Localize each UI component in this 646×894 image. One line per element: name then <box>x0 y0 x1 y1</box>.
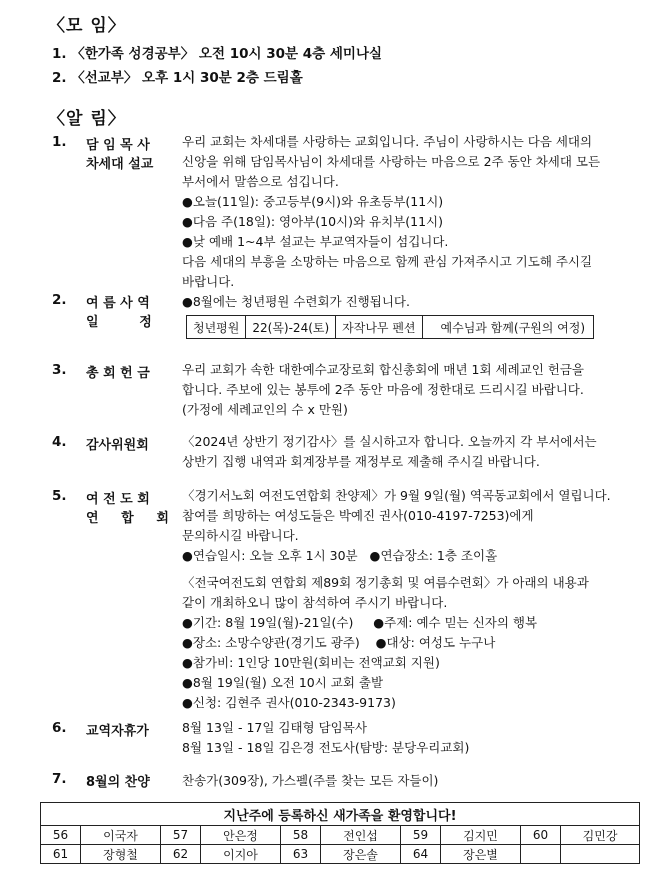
notice-line: ●다음 주(18일): 영아부(10시)와 유치부(11시) <box>182 214 443 229</box>
notice-line: 신앙을 위해 담임목사님이 차세대를 사랑하는 마음으로 2주 동안 차세대 모든 <box>182 154 601 169</box>
member-name: 이국자 <box>81 826 161 845</box>
notice-5-label: 연 합 회 <box>86 511 169 526</box>
schedule-theme: 예수님과 함께(구원의 여정) <box>422 316 594 339</box>
schedule-place: 자작나무 펜션 <box>336 316 422 339</box>
member-number: 61 <box>41 845 81 864</box>
notice-4-label: 감사위원회 <box>86 438 149 453</box>
table-row <box>41 845 640 864</box>
notice-1-number: 1. <box>52 134 67 150</box>
notice-1-label: 차세대 설교 <box>86 157 154 172</box>
notice-7-number: 7. <box>52 771 67 787</box>
notice-line: ●낮 예배 1~4부 설교는 부교역자들이 섬깁니다. <box>182 234 449 249</box>
member-name: 안은정 <box>201 826 281 845</box>
member-name: 김지민 <box>441 826 521 845</box>
member-name <box>561 845 640 864</box>
notice-5-label: 여 전 도 회 <box>86 492 150 507</box>
notice-5-body-a <box>182 486 611 566</box>
table-row <box>41 803 640 826</box>
notice-5-body-b <box>182 573 589 713</box>
notice-line: 부서에서 말씀으로 섬깁니다. <box>182 174 339 189</box>
notice-5-number: 5. <box>52 488 67 504</box>
schedule-group: 청년평원 <box>187 316 246 339</box>
gatherings-heading: 〈모 임〉 <box>48 16 126 36</box>
member-name: 장은솔 <box>321 845 401 864</box>
notice-line: 상반기 집행 내역과 회계장부를 재정부로 제출해 주시길 바랍니다. <box>182 454 540 469</box>
notice-line: 참여를 희망하는 여성도들은 박예진 권사(010-4197-7253)에게 <box>182 508 534 523</box>
notice-line: ●신청: 김현주 권사(010-2343-9173) <box>182 695 396 710</box>
notice-line: 8월 13일 - 18일 김은경 전도사(탐방: 분당우리교회) <box>182 740 470 755</box>
table-row <box>187 316 594 339</box>
notice-line: 합니다. 주보에 있는 봉투에 2주 동안 마음에 정한대로 드리시길 바랍니다. <box>182 382 584 397</box>
member-number: 59 <box>401 826 441 845</box>
member-number: 63 <box>281 845 321 864</box>
member-number: 58 <box>281 826 321 845</box>
notice-line: ●연습일시: 오늘 오후 1시 30분 ●연습장소: 1층 조이홀 <box>182 548 498 563</box>
notice-line: ●장소: 소망수양관(경기도 광주) ●대상: 여성도 누구나 <box>182 635 496 650</box>
notice-line: 바랍니다. <box>182 274 235 289</box>
notice-3-number: 3. <box>52 362 67 378</box>
notice-line: 〈경기서노회 여전도연합회 찬양제〉가 9월 9일(월) 역곡동교회에서 열립니다. <box>182 488 611 503</box>
member-number: 60 <box>521 826 561 845</box>
gathering-item: 2. 〈선교부〉 오후 1시 30분 2층 드림홀 <box>52 70 303 86</box>
member-name: 장형철 <box>81 845 161 864</box>
schedule-dates: 22(목)-24(토) <box>246 316 336 339</box>
notice-line: (가정에 세례교인의 수 x 만원) <box>182 402 348 417</box>
notice-line: 문의하시길 바랍니다. <box>182 528 299 543</box>
notice-7-line: 찬송가(309장), 가스펠(주를 찾는 모든 자들이) <box>182 773 439 788</box>
notice-4-body <box>182 432 597 472</box>
member-name: 이지아 <box>201 845 281 864</box>
new-family-table <box>40 802 640 864</box>
notices-heading: 〈알 림〉 <box>48 109 126 129</box>
notice-2-label: 여 름 사 역 <box>86 296 150 311</box>
notice-7-label: 8월의 찬양 <box>86 775 150 790</box>
notice-line: 우리 교회는 차세대를 사랑하는 교회입니다. 주님이 사랑하시는 다음 세대의 <box>182 134 593 149</box>
notice-line: 8월 13일 - 17일 김태형 담임목사 <box>182 720 367 735</box>
notice-3-body <box>182 360 584 420</box>
notice-line: 같이 개최하오니 많이 참석하여 주시기 바랍니다. <box>182 595 448 610</box>
notice-2-number: 2. <box>52 292 67 308</box>
table-row <box>41 826 640 845</box>
notice-line: 다음 세대의 부흥을 소망하는 마음으로 함께 관심 가져주시고 기도해 주시길 <box>182 254 593 269</box>
notice-line: 〈전국여전도회 연합회 제89회 정기총회 및 여름수련회〉가 아래의 내용과 <box>182 575 589 590</box>
notice-line: ●오늘(11일): 중고등부(9시)와 유초등부(11시) <box>182 194 444 209</box>
notice-line: 〈2024년 상반기 정기감사〉를 실시하고자 합니다. 오늘까지 각 부서에서는 <box>182 434 597 449</box>
member-name: 장은별 <box>441 845 521 864</box>
member-number: 62 <box>161 845 201 864</box>
member-number: 57 <box>161 826 201 845</box>
notice-1-body <box>182 132 600 292</box>
gathering-item: 1. 〈한가족 성경공부〉 오전 10시 30분 4층 세미나실 <box>52 46 383 62</box>
notice-1-label: 담 임 목 사 <box>86 138 150 153</box>
summer-schedule-table <box>186 315 594 339</box>
member-number <box>521 845 561 864</box>
notice-4-number: 4. <box>52 434 67 450</box>
notice-line: ●기간: 8월 19일(월)-21일(수) ●주제: 예수 믿는 신자의 행복 <box>182 615 538 630</box>
notice-6-label: 교역자휴가 <box>86 724 149 739</box>
notice-line: 우리 교회가 속한 대한예수교장로회 합신총회에 매년 1회 세례교인 헌금을 <box>182 362 584 377</box>
notice-2-label: 일 정 <box>86 315 152 330</box>
notice-line: ●참가비: 1인당 10만원(회비는 전액교회 지원) <box>182 655 440 670</box>
notice-3-label: 총 회 헌 금 <box>86 366 150 381</box>
notice-2-line: ●8월에는 청년평원 수련회가 진행됩니다. <box>182 294 410 309</box>
notice-6-number: 6. <box>52 720 67 736</box>
notice-line: ●8월 19일(월) 오전 10시 교회 출발 <box>182 675 384 690</box>
notice-6-body <box>182 718 469 758</box>
member-name: 전인섭 <box>321 826 401 845</box>
member-number: 56 <box>41 826 81 845</box>
member-number: 64 <box>401 845 441 864</box>
welcome-title: 지난주에 등록하신 새가족을 환영합니다! <box>41 803 640 826</box>
member-name: 김민강 <box>561 826 640 845</box>
